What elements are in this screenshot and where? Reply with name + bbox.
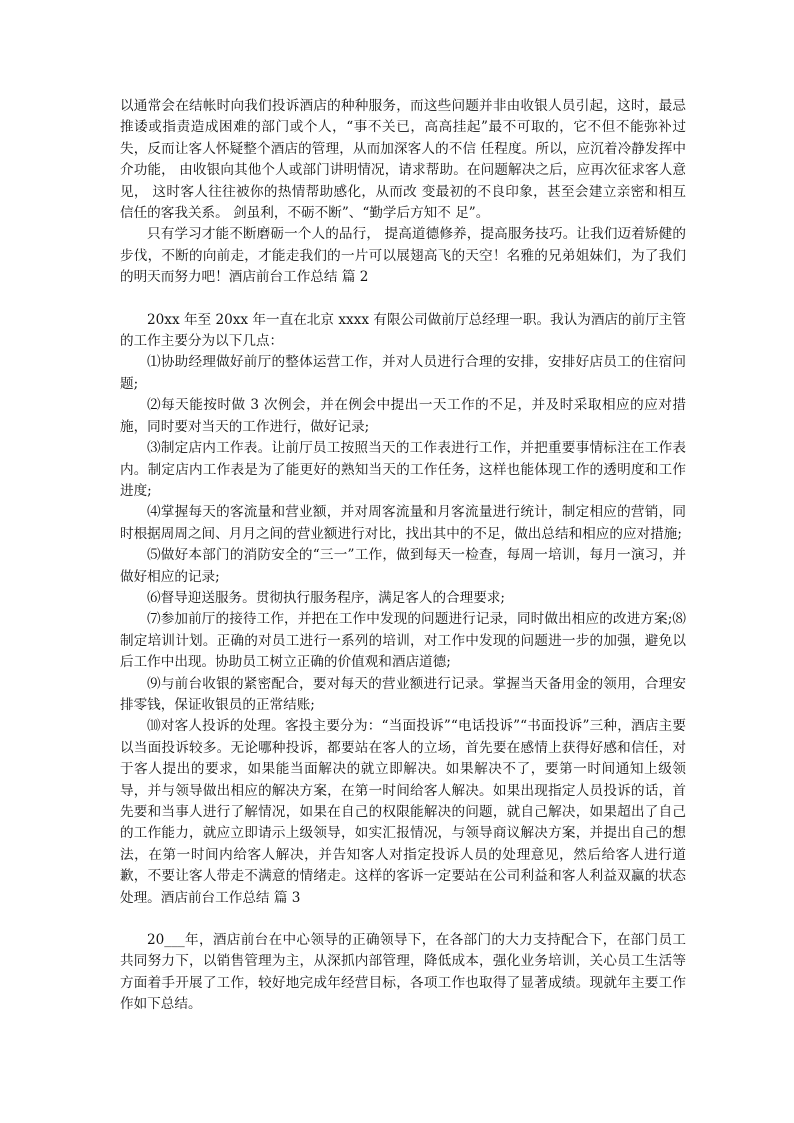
document-page [120,96,686,1016]
list-item-2: ⑵每天能按时做 3 次例会，并在例会中提出一天工作的不足，并及时采取相应的应对措施，同时要对当天的工作进行，做好记录; [120,397,686,435]
paragraph-annual-summary: 20___年，酒店前台在中心领导的正确领导下，在各部门的大力支持配合下，在部门员工共同努力下，以销售管理为主，从深抓内部管理，降低成本，强化业务培训，关心员工生活等方面着手开展了工作，较好地完成年经营目标，各项工作也取得了显著成绩。现就年主要工作作如下总结。 [120,932,686,1013]
paragraph-complaint-handling: 以通常会在结帐时向我们投诉酒店的种种服务，而这些问题并非由收银人员引起，这时，最忌推诿或指责造成困难的部门或个人，“事不关已，高高挂起”最不可取的，它不但不能弥补过失，反而让客人怀疑整个酒店的管理，从而加深客人的不信 任程度。所以，应沉着冷静发挥中介功能， 由收银向其他个人或部门讲明情况，请求帮助。在问题解决之后，应再次征求客人意见， 这时客人往往被你的热情帮助感化，从而改 变最初的不良印象，甚至会建立亲密和相互 信任的客我关系。 剑虽利，不砺不断”、“勤学后方知不 足”。 [120,98,686,222]
list-item-10: ⑽对客人投诉的处理。客投主要分为：“当面投诉”“电话投诉”“书面投诉”三种，酒店主要以当面投诉较多。无论哪种投诉，都要站在客人的立场，首先要在感情上获得好感和信任，对于客人提出的要求，如果能当面解决的就立即解决。如果解决不了，要第一时间通知上级领导，并与领导做出相应的解决方案，在第一时间给客人解决。如果出现指定人员投诉的话，首先要和当事人进行了解情况，如果在自己的权限能解决的问题，就自己解决，如果超出了自己的工作能力，就应立即请示上级领导，如实汇报情况，与领导商议解决方案，并提出自己的想法，在第一时间内给客人解决，并告知客人对指定投诉人员的处理意见，然后给客人进行道歉，不要让客人带走不满意的情绪走。这样的客诉一定要站在公司利益和客人利益双赢的状态处理。酒店前台工作总结 篇 3 [120,718,686,906]
list-item-7-8: ⑺参加前厅的接待工作，并把在工作中发现的问题进行记录，同时做出相应的改进方案;⑻制定培训计划。正确的对员工进行一系列的培训，对工作中发现的问题进一步的加强，避免以后工作中出现。协助员工树立正确的价值观和酒店道德; [120,611,686,671]
paragraph-learning: 只有学习才能不断磨砺一个人的品行， 提高道德修养，提高服务技巧。让我们迈着矫健的步伐，不断的向前走，才能走我们的一片可以展翅高飞的天空！名雅的兄弟姐妹们，为了我们的明天而努力吧！酒店前台工作总结 篇 2 [120,226,686,286]
section-gap [120,909,686,930]
list-item-6: ⑹督导迎送服务。贯彻执行服务程序，满足客人的合理要求; [147,589,506,606]
list-item-3: ⑶制定店内工作表。让前厅员工按照当天的工作表进行工作，并把重要事情标注在工作表内。制定店内工作表是为了能更好的熟知当天的工作任务，这样也能体现工作的透明度和工作进度; [120,440,686,499]
list-item-5: ⑸做好本部门的消防安全的“三一”工作，做到每天一检查，每周一培训，每月一演习，并做好相应的记录; [120,547,686,585]
list-item-9: ⑼与前台收银的紧密配合，要对每天的营业额进行记录。掌握当天备用金的领用，合理安排零钱，保证收银员的正常结账; [120,675,686,713]
paragraph-intro-front-office: 20xx 年至 20xx 年一直在北京 xxxx 有限公司做前厅总经理一职。我认为酒店的前厅主管的工作主要分为以下几点： [120,311,686,350]
section-gap [120,289,686,310]
list-item-4: ⑷掌握每天的客流量和营业额，并对周客流量和月客流量进行统计，制定相应的营销，同时根据周周之间、月月之间的营业额进行对比，找出其中的不足，做出总结和相应的应对措施; [120,504,686,542]
list-item-1: ⑴协助经理做好前厅的整体运营工作，并对人员进行合理的安排，安排好店员工的住宿问题; [120,354,686,392]
